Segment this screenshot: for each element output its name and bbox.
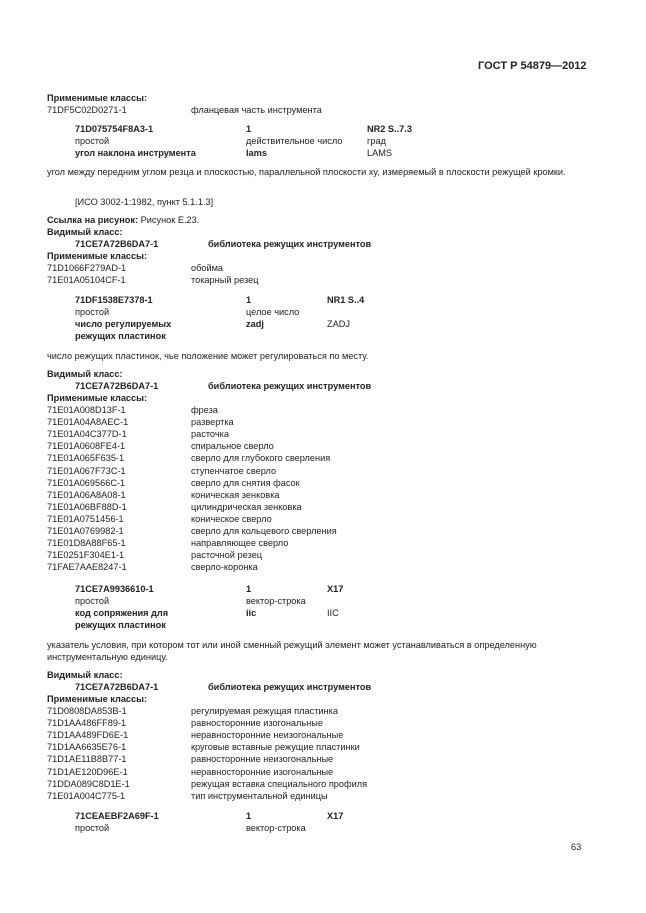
class-code: 71E01A05104CF-1 (47, 275, 126, 285)
visible-class-label: Видимый класс: (47, 227, 123, 237)
class-name: неравносторонние изогональные (191, 766, 334, 777)
applicable-classes-label: Применимые классы: (47, 393, 148, 403)
entry-type: вектор-строка (246, 596, 306, 606)
visible-class-name: библиотека режущих инструментов (208, 682, 372, 692)
entry-definition: угол между передним углом резца и плоскостью, параллельной плоскости xy, измеряемый в плоскости режущей кромки. (47, 167, 566, 177)
visible-class-label: Видимый класс: (47, 670, 123, 680)
visible-class-name: библиотека режущих инструментов (208, 381, 372, 391)
entry-short-name: LAMS (367, 148, 393, 158)
class-code: 71D1AA486FF89-1 (47, 718, 127, 729)
entry-version: 1 (246, 295, 252, 305)
entry-short-name: IIC (327, 608, 339, 618)
entry-version: 1 (246, 584, 252, 594)
page-number: 63 (571, 842, 582, 852)
entry-short-name: ZADJ (327, 319, 350, 329)
class-name: коническое сверло (191, 513, 272, 524)
class-name: сверло для снятия фасок (191, 477, 300, 488)
figure-reference (47, 214, 199, 226)
class-name: сверло для кольцевого сверления (191, 526, 337, 536)
class-code: 71D1AA6635E76-1 (47, 742, 127, 753)
class-name: режущая вставка специального профиля (191, 778, 368, 789)
class-name: равносторонние изогональные (191, 718, 323, 729)
class-code: 71E01A06A8A08-1 (47, 489, 126, 500)
class-name: фреза (191, 405, 218, 415)
visible-class-code: 71CE7A72B6DA7-1 (75, 682, 159, 692)
entry-kind: простой (75, 596, 110, 606)
entry-symbol: lams (246, 148, 267, 158)
class-code: 71D1AA489FD6E-1 (47, 730, 129, 741)
class-name: расточной резец (191, 550, 262, 561)
class-code: 71E01A0751456-1 (47, 513, 124, 524)
class-name: фланцевая часть инструмента (191, 105, 322, 115)
class-code: 71E01A065F635-1 (47, 453, 125, 464)
class-name: круговые вставные режущие пластинки (191, 742, 360, 753)
entry-format: NR1 S..4 (327, 295, 365, 305)
class-code: 71E01A004C775-1 (47, 790, 126, 801)
class-name: регулируемая режущая пластинка (191, 706, 338, 716)
entry-kind: простой (75, 307, 110, 317)
class-name: коническая зенковка (191, 489, 280, 500)
figure-reference-label: Ссылка на рисунок: (47, 215, 139, 225)
entry-format: NR2 S..7.3 (367, 124, 412, 134)
class-code: 71E01D8A88F65-1 (47, 538, 126, 549)
entry-type: действительное число (246, 136, 343, 146)
entry-kind: простой (75, 823, 110, 833)
entry-definition: указатель условия, при котором тот или иной сменный режущий элемент может устанавливаться в определенную инструментальную единицу. (47, 640, 537, 662)
class-name: тип инструментальной единицы (191, 790, 328, 801)
entry-name: число регулируемых (75, 319, 172, 329)
class-code: 71E01A008D13F-1 (47, 405, 126, 415)
entry-code: 71DF1538E7378-1 (75, 295, 153, 305)
class-code: 71DDA089C8D1E-1 (47, 778, 130, 789)
entry-format: X17 (327, 584, 344, 594)
class-code: 71DF5C02D0271-1 (47, 105, 127, 115)
class-code: 71E01A0769982-1 (47, 526, 124, 536)
class-code: 71D0808DA853B-1 (47, 706, 127, 716)
entry-type: вектор-строка (246, 823, 306, 833)
entry-code: 71D075754F8A3-1 (75, 124, 154, 134)
entry-code: 71CE7A9936610-1 (75, 584, 154, 594)
visible-class-code: 71CE7A72B6DA7-1 (75, 239, 159, 249)
visible-class-code: 71CE7A72B6DA7-1 (75, 381, 159, 391)
entry-name: угол наклона инструмента (75, 148, 196, 158)
class-code: 71E0251F304E1-1 (47, 550, 125, 561)
entry-code: 71CEAEBF2A69F-1 (75, 811, 159, 821)
class-code: 71D1AE120D96E-1 (47, 766, 128, 777)
entry-type: целое число (246, 307, 300, 317)
entry-symbol: zadj (246, 319, 264, 329)
class-name: неравносторонние неизогональные (191, 730, 344, 741)
class-code: 71E01A04A8AEC-1 (47, 417, 129, 428)
class-name: токарный резец (191, 275, 259, 285)
class-name: развертка (191, 417, 234, 428)
entry-unit: град (367, 136, 386, 146)
entry-format: X17 (327, 811, 344, 821)
entry-name: код сопряжения для (75, 608, 169, 618)
figure-reference-value: Рисунок Е.23. (140, 215, 200, 225)
class-name: равносторонние неизогональные (191, 754, 334, 765)
class-code: 71E01A0608FE4-1 (47, 441, 126, 452)
class-code: 71FAE7AAE8247-1 (47, 562, 127, 573)
entry-kind: простой (75, 136, 110, 146)
entry-version: 1 (246, 811, 252, 821)
document-header: ГОСТ Р 54879—2012 (478, 60, 587, 72)
entry-definition: число режущих пластинок, чье положение может регулироваться по месту. (47, 351, 369, 361)
applicable-classes-label: Применимые классы: (47, 694, 148, 704)
class-code: 71E01A04C377D-1 (47, 429, 127, 440)
entry-symbol: iic (246, 608, 257, 618)
class-name: спиральное сверло (191, 441, 274, 452)
class-name: направляющее сверло (191, 538, 289, 549)
visible-class-name: библиотека режущих инструментов (208, 239, 372, 249)
class-name: ступенчатое сверло (191, 465, 277, 476)
entry-source: [ИСО 3002-1:1982, пункт 5.1.1.3] (75, 197, 214, 207)
class-code: 71E01A069566C-1 (47, 477, 126, 488)
class-code: 71E01A06BF88D-1 (47, 501, 127, 512)
class-code: 71D1AE11B8B77-1 (47, 754, 127, 765)
class-name: сверло для глубокого сверления (191, 453, 331, 464)
class-code: 71E01A067F73C-1 (47, 465, 126, 476)
applicable-classes-label: Применимые классы: (47, 93, 148, 103)
class-name: сверло-коронка (191, 562, 258, 573)
class-name: обойма (191, 263, 224, 273)
class-code: 71D1066F279AD-1 (47, 263, 127, 273)
class-name: расточка (191, 429, 229, 440)
entry-name-continued: режущих пластинок (75, 620, 166, 630)
class-name: цилиндрическая зенковка (191, 501, 302, 512)
visible-class-label: Видимый класс: (47, 369, 123, 379)
applicable-classes-label: Применимые классы: (47, 251, 148, 261)
entry-version: 1 (246, 124, 252, 134)
entry-name-continued: режущих пластинок (75, 331, 166, 341)
